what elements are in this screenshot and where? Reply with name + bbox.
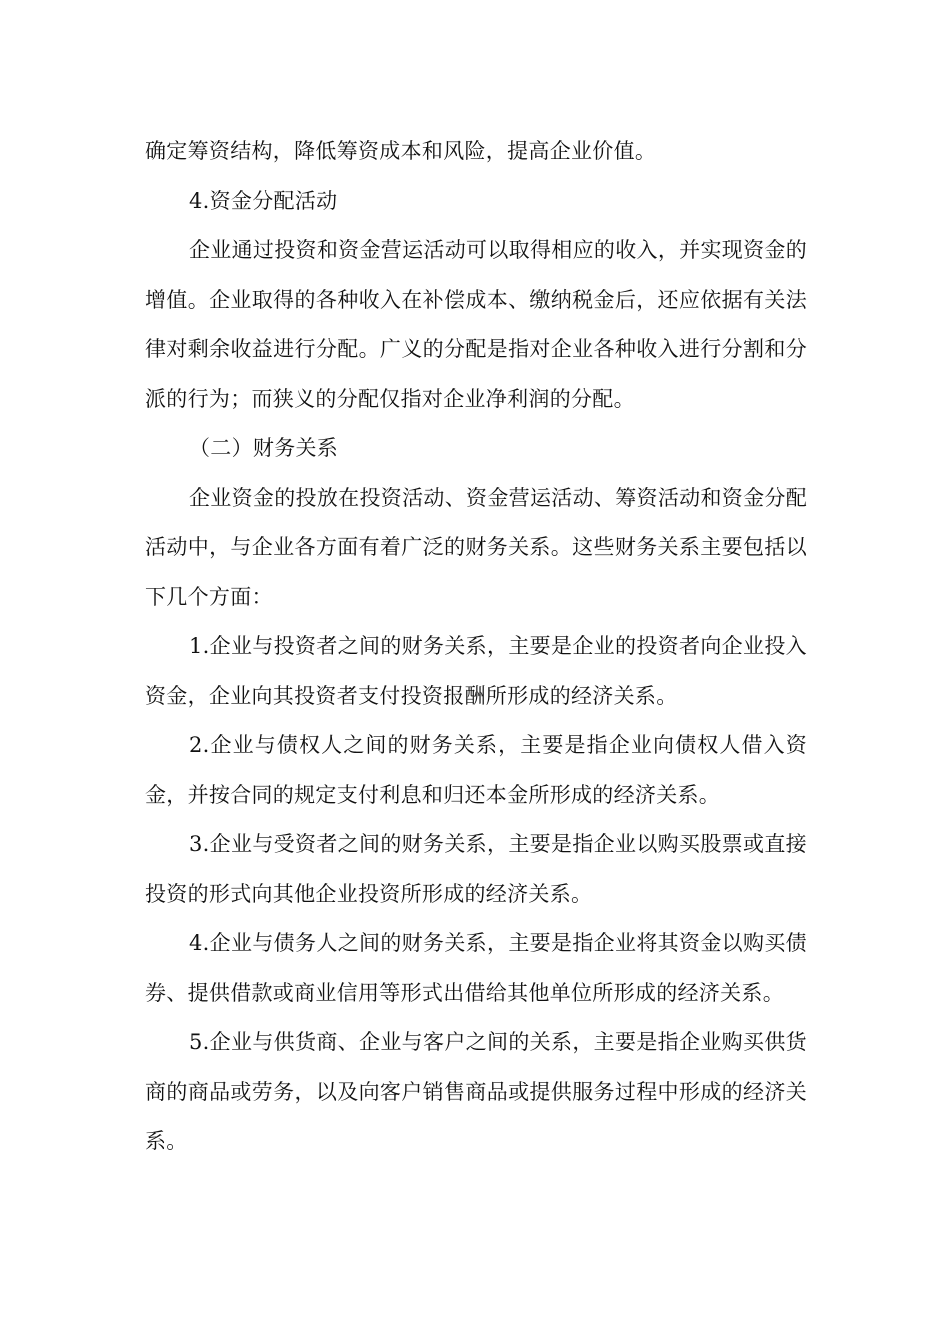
list-item-debtors: 4.企业与债务人之间的财务关系，主要是指企业将其资金以购买债券、提供借款或商业信用等形式出借给其他单位所形成的经济关系。 bbox=[145, 931, 807, 1005]
list-item-creditors: 2.企业与债权人之间的财务关系，主要是指企业向债权人借入资金，并按合同的规定支付利息和归还本金所形成的经济关系。 bbox=[145, 733, 807, 807]
heading-fund-distribution: 4.资金分配活动 bbox=[189, 188, 338, 213]
list-item-investees: 3.企业与受资者之间的财务关系，主要是指企业以购买股票或直接投资的形式向其他企业投资所形成的经济关系。 bbox=[145, 832, 807, 906]
document-page bbox=[145, 127, 807, 1167]
list-item-investors: 1.企业与投资者之间的财务关系，主要是企业的投资者向企业投入资金，企业向其投资者支付投资报酬所形成的经济关系。 bbox=[145, 634, 807, 708]
paragraph-fund-distribution: 企业通过投资和资金营运活动可以取得相应的收入，并实现资金的增值。企业取得的各种收入在补偿成本、缴纳税金后，还应依据有关法律对剩余收益进行分配。广义的分配是指对企业各种收入进行分割和分派的行为；而狭义的分配仅指对企业净利润的分配。 bbox=[145, 238, 807, 411]
list-item-suppliers-customers: 5.企业与供货商、企业与客户之间的关系，主要是指企业购买供货商的商品或劳务，以及向客户销售商品或提供服务过程中形成的经济关系。 bbox=[145, 1030, 807, 1153]
paragraph-financial-relations-intro: 企业资金的投放在投资活动、资金营运活动、筹资活动和资金分配活动中，与企业各方面有着广泛的财务关系。这些财务关系主要包括以下几个方面： bbox=[145, 485, 807, 609]
paragraph-continuation: 确定筹资结构，降低筹资成本和风险，提高企业价值。 bbox=[145, 139, 657, 163]
heading-financial-relations: （二）财务关系 bbox=[189, 436, 339, 460]
